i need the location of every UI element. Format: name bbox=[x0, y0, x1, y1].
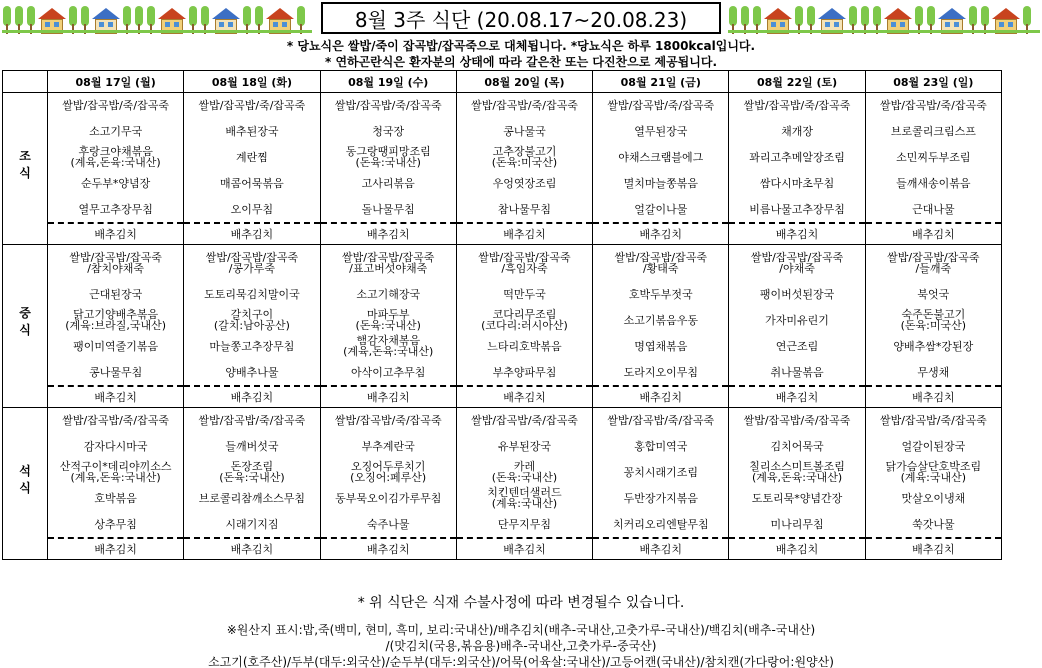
rice-item: 쌀밥/잡곡밥/잡곡죽 /들깨죽 bbox=[887, 251, 980, 275]
dish-item: 참나물무침 bbox=[497, 202, 552, 216]
kimchi-item: 배추김치 bbox=[729, 385, 864, 407]
meal-label-bottom: 식 bbox=[19, 323, 31, 337]
rice-item: 쌀밥/잡곡밥/죽/잡곡죽 bbox=[198, 414, 306, 427]
dish-item: 닭고기양배추볶음 (계육:브라질,국내산) bbox=[65, 308, 167, 332]
grass-strip-right bbox=[728, 30, 1040, 33]
dish-item: 맛살오이냉채 bbox=[901, 491, 966, 505]
dish-item: 열무고추장무침 bbox=[78, 202, 153, 216]
dish-item: 얼갈이나물 bbox=[634, 202, 688, 216]
day-header: 08월 23일 (일) bbox=[865, 71, 1001, 93]
dish-item: 쑥갓나물 bbox=[912, 517, 955, 531]
dish-item: 단무지무침 bbox=[497, 517, 552, 531]
kimchi-item: 배추김치 bbox=[593, 222, 728, 244]
dish-item: 열무된장국 bbox=[634, 124, 688, 138]
dish-item: 고추장불고기 (돈육:미국산) bbox=[491, 145, 558, 169]
meal-label bbox=[3, 408, 48, 560]
rice-item: 쌀밥/잡곡밥/잡곡죽 /야채죽 bbox=[750, 251, 844, 275]
dish-item: 브로콜리크림스프 bbox=[890, 124, 976, 138]
day-menu-cell bbox=[48, 245, 184, 408]
kimchi-item: 배추김치 bbox=[48, 385, 183, 407]
day-menu-cell bbox=[320, 245, 456, 408]
dish-item: 도토리묵*양념간장 bbox=[751, 491, 843, 505]
day-header: 08월 22일 (토) bbox=[729, 71, 865, 93]
dish-item: 아삭이고추무침 bbox=[351, 365, 426, 379]
rice-item: 쌀밥/잡곡밥/잡곡죽 /황태죽 bbox=[614, 251, 707, 275]
rice-item: 쌀밥/잡곡밥/죽/잡곡죽 bbox=[879, 99, 987, 112]
rice-item: 쌀밥/잡곡밥/죽/잡곡죽 bbox=[471, 414, 578, 427]
kimchi-item: 배추김치 bbox=[866, 537, 1001, 559]
dish-item: 팽이버섯된장국 bbox=[759, 287, 835, 301]
dish-item: 취나물볶음 bbox=[770, 365, 824, 379]
day-header: 08월 18일 (화) bbox=[184, 71, 320, 93]
kimchi-item: 배추김치 bbox=[593, 537, 728, 559]
dish-item: 코다리무조림 (코다리:러시아산) bbox=[481, 308, 568, 332]
dish-item: 동그랑땡피망조림 (돈육:국내산) bbox=[345, 145, 431, 169]
meal-row bbox=[3, 408, 1002, 560]
kimchi-item: 배추김치 bbox=[729, 222, 864, 244]
dish-item: 두반장가지볶음 bbox=[623, 491, 698, 505]
day-menu-cell bbox=[456, 93, 592, 245]
dish-item: 숙주나물 bbox=[366, 517, 410, 531]
dish-item: 양배추나물 bbox=[225, 365, 279, 379]
kimchi-item: 배추김치 bbox=[457, 222, 592, 244]
meal-label-top: 석 bbox=[19, 463, 31, 478]
grass-strip-left bbox=[2, 30, 312, 33]
day-header: 08월 20일 (목) bbox=[456, 71, 592, 93]
origin-note-line-1: ※원산지 표시:밥,죽(백미, 현미, 흑미, 보리:국내산)/배추김치(배추-국내산,고춧가루-국내산)/백김치(배추-국내산) bbox=[226, 623, 816, 637]
meal-label-top: 중 bbox=[19, 306, 31, 320]
dish-item: 햄감자채볶음 (계육,돈육:국내산) bbox=[343, 334, 434, 358]
origin-note-line-3: 소고기(호주산)/두부(대두:외국산)/순두부(대두:외국산)/어묵(어육살:국내산)/고등어캔(국내산)/참치캔(가다랑어:원양산) bbox=[208, 655, 834, 668]
rice-item: 쌀밥/잡곡밥/죽/잡곡죽 bbox=[334, 414, 442, 427]
dish-item: 숙주돈불고기 (돈육:미국산) bbox=[900, 308, 967, 332]
rice-item: 쌀밥/잡곡밥/죽/잡곡죽 bbox=[198, 99, 306, 112]
rice-item: 쌀밥/잡곡밥/죽/잡곡죽 bbox=[334, 99, 442, 112]
dish-item: 연근조림 bbox=[775, 339, 819, 353]
meal-label bbox=[3, 93, 48, 245]
dish-item: 도라지오이무침 bbox=[623, 365, 698, 379]
dish-item: 청국장 bbox=[372, 124, 405, 138]
dish-item: 유부된장국 bbox=[497, 439, 552, 453]
dish-item: 치커리오리엔탈무침 bbox=[612, 517, 709, 531]
dysphagia-note: * 연하곤란식은 환자분의 상태에 따라 갈은찬 또는 다진찬으로 제공됩니다. bbox=[324, 55, 718, 69]
dish-item: 김치어묵국 bbox=[770, 439, 824, 453]
dish-item: 칠리소스미트볼조림 (계육,돈육:국내산) bbox=[749, 460, 845, 484]
day-menu-cell bbox=[48, 408, 184, 560]
meal-label-bottom: 식 bbox=[19, 165, 31, 180]
rice-item: 쌀밥/잡곡밥/잡곡죽 /표고버섯야채죽 bbox=[341, 251, 435, 275]
kimchi-item: 배추김치 bbox=[866, 385, 1001, 407]
meal-row bbox=[3, 93, 1002, 245]
dish-item: 브로콜리참깨소스무침 bbox=[198, 491, 306, 505]
dish-item: 부추계란국 bbox=[361, 439, 415, 453]
rice-item: 쌀밥/잡곡밥/잡곡죽 /콩가루죽 bbox=[205, 251, 299, 275]
day-header: 08월 19일 (수) bbox=[320, 71, 456, 93]
dish-item: 미나리무침 bbox=[770, 517, 824, 531]
day-menu-cell bbox=[456, 408, 592, 560]
day-menu-cell bbox=[593, 245, 729, 408]
menu-change-note: * 위 식단은 식재 수불사정에 따라 변경될수 있습니다. bbox=[357, 595, 685, 611]
rice-item: 쌀밥/잡곡밥/죽/잡곡죽 bbox=[879, 414, 987, 427]
dish-item: 얼갈이된장국 bbox=[901, 439, 966, 453]
dish-item: 배추된장국 bbox=[225, 124, 279, 138]
day-menu-cell bbox=[184, 408, 320, 560]
rice-item: 쌀밥/잡곡밥/죽/잡곡죽 bbox=[743, 414, 851, 427]
dish-item: 돌나물무침 bbox=[361, 202, 415, 216]
meal-label bbox=[3, 245, 48, 408]
kimchi-item: 배추김치 bbox=[184, 537, 319, 559]
rice-item: 쌀밥/잡곡밥/죽/잡곡죽 bbox=[743, 99, 851, 112]
dish-item: 오이무침 bbox=[230, 202, 274, 216]
meal-row bbox=[3, 245, 1002, 408]
rice-item: 쌀밥/잡곡밥/잡곡죽 /참치야채죽 bbox=[69, 251, 162, 275]
meal-label-bottom: 식 bbox=[19, 480, 31, 495]
dish-item: 홍합미역국 bbox=[634, 439, 688, 453]
dish-item: 마늘쫑고추장무침 bbox=[209, 339, 295, 353]
day-menu-cell bbox=[184, 93, 320, 245]
dish-item: 쌈다시마초무침 bbox=[759, 176, 835, 190]
kimchi-item: 배추김치 bbox=[48, 537, 183, 559]
dish-item: 후랑크야채볶음 (계육,돈육:국내산) bbox=[70, 145, 161, 169]
dish-item: 돈장조림 (돈육:국내산) bbox=[219, 460, 285, 484]
dish-item: 계란찜 bbox=[235, 150, 268, 164]
day-menu-cell bbox=[456, 245, 592, 408]
dish-item: 동부묵오이김가루무침 bbox=[335, 491, 442, 505]
day-header-row bbox=[3, 71, 1002, 93]
day-menu-cell bbox=[48, 93, 184, 245]
dish-item: 소고기볶음우동 bbox=[623, 313, 698, 327]
dish-item: 도토리묵김치말이국 bbox=[204, 287, 300, 301]
meal-label-top: 조 bbox=[19, 148, 31, 163]
kimchi-item: 배추김치 bbox=[457, 385, 592, 407]
dish-item: 상추무침 bbox=[94, 517, 137, 531]
day-menu-cell bbox=[865, 245, 1001, 408]
dish-item: 가자미유린기 bbox=[765, 313, 829, 327]
dish-item: 소민찌두부조림 bbox=[896, 150, 971, 164]
day-menu-cell bbox=[729, 245, 865, 408]
dish-item: 팽이미역줄기볶음 bbox=[73, 339, 159, 353]
dish-item: 우엉엿장조림 bbox=[492, 176, 557, 190]
kimchi-item: 배추김치 bbox=[184, 222, 319, 244]
page-title: 8월 3주 식단 (20.08.17~20.08.23) bbox=[321, 2, 721, 34]
origin-note-line-2: /(맛김치(국용,볶음용)배추-국내산,고춧가루-중국산) bbox=[385, 639, 657, 653]
dish-item: 오징어두루치기 (오징어:페루산) bbox=[350, 460, 427, 484]
dish-item: 들깨버섯국 bbox=[225, 439, 279, 453]
dish-item: 마파두부 (돈육:국내산) bbox=[355, 308, 421, 332]
rice-item: 쌀밥/잡곡밥/죽/잡곡죽 bbox=[471, 99, 578, 112]
rice-item: 쌀밥/잡곡밥/죽/잡곡죽 bbox=[607, 414, 715, 427]
kimchi-item: 배추김치 bbox=[321, 222, 456, 244]
dish-item: 고사리볶음 bbox=[361, 176, 415, 190]
dish-item: 양배추쌈*강된장 bbox=[893, 339, 974, 353]
corner-cell bbox=[3, 71, 48, 93]
dish-item: 호박두부젓국 bbox=[628, 287, 693, 301]
dish-item: 소고기무국 bbox=[89, 124, 143, 138]
dish-item: 시래기지짐 bbox=[225, 517, 279, 531]
dish-item: 비름나물고추장무침 bbox=[749, 202, 845, 216]
dish-item: 부추양파무침 bbox=[492, 365, 557, 379]
dish-item: 닭가슴살단호박조림 (계육:국내산) bbox=[885, 460, 982, 484]
dish-item: 멸치마늘쫑볶음 bbox=[623, 176, 698, 190]
day-header: 08월 21일 (금) bbox=[593, 71, 729, 93]
dish-item: 호박볶음 bbox=[94, 491, 137, 505]
day-menu-cell bbox=[865, 93, 1001, 245]
dish-item: 치킨텐더샐러드 (계육:국내산) bbox=[487, 486, 562, 510]
day-menu-cell bbox=[865, 408, 1001, 560]
dish-item: 들깨새송이볶음 bbox=[896, 176, 971, 190]
kimchi-item: 배추김치 bbox=[321, 385, 456, 407]
kimchi-item: 배추김치 bbox=[457, 537, 592, 559]
dish-item: 갈치구이 (갈치:남아공산) bbox=[213, 308, 290, 332]
dish-item: 명엽채볶음 bbox=[634, 339, 688, 353]
dish-item: 꽈리고추메알장조림 bbox=[749, 150, 845, 164]
dish-item: 북엇국 bbox=[917, 287, 950, 301]
day-menu-cell bbox=[593, 408, 729, 560]
kimchi-item: 배추김치 bbox=[321, 537, 456, 559]
dish-item: 야채스크램블에그 bbox=[618, 150, 704, 164]
day-menu-cell bbox=[320, 93, 456, 245]
dish-item: 소고기해장국 bbox=[356, 287, 421, 301]
kimchi-item: 배추김치 bbox=[866, 222, 1001, 244]
dish-item: 근대된장국 bbox=[89, 287, 143, 301]
rice-item: 쌀밥/잡곡밥/죽/잡곡죽 bbox=[62, 99, 170, 112]
dish-item: 근대나물 bbox=[912, 202, 955, 216]
day-menu-cell bbox=[320, 408, 456, 560]
dish-item: 매콤어묵볶음 bbox=[220, 176, 284, 190]
dish-item: 떡만두국 bbox=[503, 287, 546, 301]
day-menu-cell bbox=[729, 93, 865, 245]
kimchi-item: 배추김치 bbox=[729, 537, 864, 559]
diabetic-note: * 당뇨식은 쌀밥/죽이 잡곡밥/잡곡죽으로 대체됩니다. *당뇨식은 하루 1800kcal입니다. bbox=[286, 39, 756, 53]
dish-item: 무생채 bbox=[917, 365, 950, 379]
day-header: 08월 17일 (월) bbox=[48, 71, 184, 93]
kimchi-item: 배추김치 bbox=[48, 222, 183, 244]
rice-item: 쌀밥/잡곡밥/죽/잡곡죽 bbox=[62, 414, 170, 427]
dish-item: 채개장 bbox=[781, 124, 813, 138]
dish-item: 감자다시마국 bbox=[83, 439, 148, 453]
day-menu-cell bbox=[593, 93, 729, 245]
rice-item: 쌀밥/잡곡밥/죽/잡곡죽 bbox=[607, 99, 715, 112]
kimchi-item: 배추김치 bbox=[184, 385, 319, 407]
rice-item: 쌀밥/잡곡밥/잡곡죽 /흑임자죽 bbox=[478, 251, 571, 275]
dish-item: 카레 (돈육:국내산) bbox=[491, 460, 558, 484]
dish-item: 순두부*양념장 bbox=[81, 176, 151, 190]
dish-item: 산적구이*데리야끼소스 (계육,돈육:국내산) bbox=[59, 460, 172, 484]
weekly-menu-table bbox=[2, 70, 1002, 560]
day-menu-cell bbox=[729, 408, 865, 560]
dish-item: 느타리호박볶음 bbox=[487, 339, 562, 353]
dish-item: 콩나물국 bbox=[503, 124, 546, 138]
kimchi-item: 배추김치 bbox=[593, 385, 728, 407]
day-menu-cell bbox=[184, 245, 320, 408]
dish-item: 꽁치시래기조림 bbox=[623, 465, 698, 479]
dish-item: 콩나물무침 bbox=[89, 365, 143, 379]
